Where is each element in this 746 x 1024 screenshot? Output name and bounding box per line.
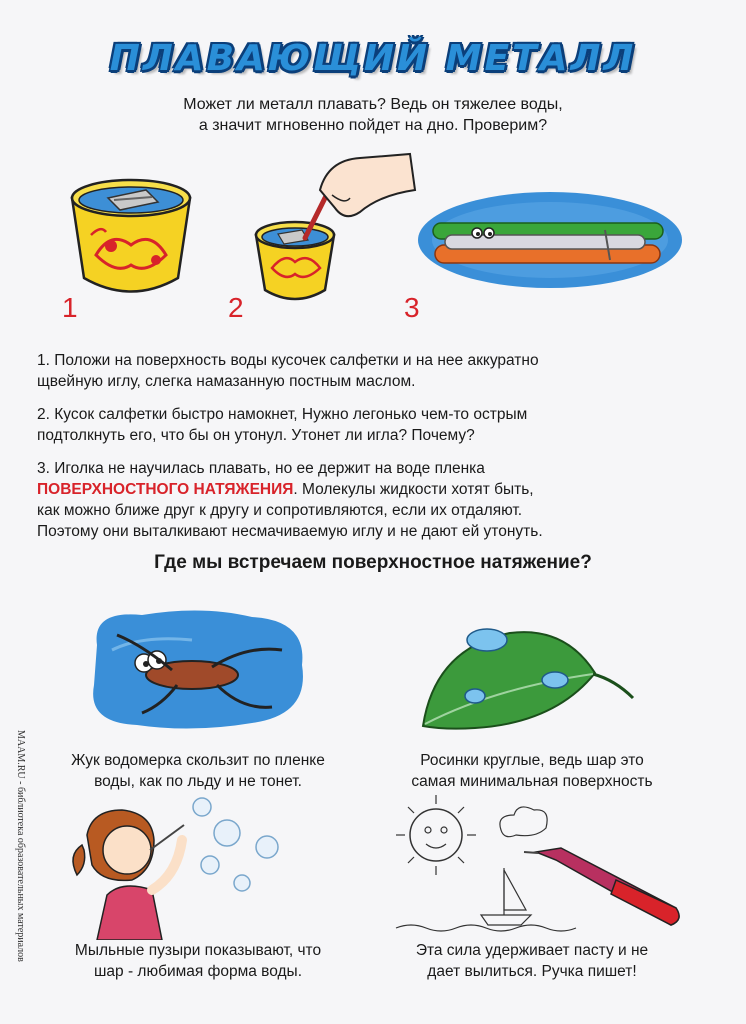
section-question: Где мы встречаем поверхностное натяжение? (154, 552, 592, 573)
caption-water-strider-line-2: воды, как по льду и не тонет. (94, 773, 302, 790)
intro-text (60, 94, 686, 136)
paragraph-3-line-3: как можно ближе друг к другу и сопротивляются, если их отдаляют. (37, 502, 523, 519)
paragraph-2 (37, 404, 717, 446)
paragraph-3-line-1: 3. Иголка не научилась плавать, но ее держит на воде пленка (37, 460, 485, 477)
caption-dew-line-2: самая минимальная поверхность (411, 773, 653, 790)
surface-tension-highlight: ПОВЕРХНОСТНОГО НАТЯЖЕНИЯ (37, 481, 294, 498)
cup-illustration-1 (66, 170, 196, 305)
caption-pen-line-1: Эта сила удерживает пасту и не (415, 942, 649, 959)
paragraph-3 (37, 458, 717, 542)
page-title: ПЛАВАЮЩИЙ МЕТАЛЛ (109, 38, 637, 79)
intro-line-2: а значит мгновенно пойдет на дно. Проверим? (198, 117, 548, 134)
paragraph-3-line-2 (37, 479, 717, 500)
caption-bubbles-line-2: шар - любимая форма воды. (93, 963, 303, 980)
water-strider-illustration (82, 605, 312, 735)
side-watermark (12, 730, 28, 990)
paragraph-2-line-2: подтолкнуть его, что бы он утонул. Утонет ли игла? Почему? (37, 427, 475, 444)
intro-line-1: Может ли металл плавать? Ведь он тяжелее воды, (183, 96, 563, 113)
caption-dew-line-1: Росинки круглые, ведь шар это (420, 752, 644, 769)
needle-float-illustration (415, 185, 685, 295)
caption-dew (372, 750, 692, 792)
leaf-dew-illustration (415, 618, 640, 733)
caption-water-strider (38, 750, 358, 792)
paragraph-1-line-2: щвейную иглу, слегка намазанную постным маслом. (37, 373, 416, 390)
paragraph-2-line-1: 2. Кусок салфетки быстро намокнет, Нужно легонько чем-то острым (37, 406, 528, 423)
cup-illustration-2 (250, 150, 420, 305)
caption-pen (372, 940, 692, 982)
caption-bubbles (38, 940, 358, 982)
side-watermark-text: MAAM.RU - библиотека образовательных материалов (15, 730, 26, 962)
caption-bubbles-line-1: Мыльные пузыри показывают, что (74, 942, 322, 959)
paragraph-3-line-2-rest: . Молекулы жидкости хотят быть, (293, 481, 534, 498)
caption-pen-line-2: дает вылиться. Ручка пишет! (427, 963, 637, 980)
step-number-1: 1 (62, 292, 78, 323)
bubbles-girl-illustration (62, 795, 292, 940)
step-number-3: 3 (404, 292, 420, 323)
caption-water-strider-line-1: Жук водомерка скользит по пленке (71, 752, 325, 769)
paragraph-1 (37, 350, 717, 392)
pen-drawing-illustration (386, 790, 686, 940)
paragraph-3-line-4: Поэтому они выталкивают несмачиваемую иглу и не дают ей утонуть. (37, 523, 543, 540)
step-number-2: 2 (228, 292, 244, 323)
paragraph-1-line-1: 1. Положи на поверхность воды кусочек салфетки и на нее аккуратно (37, 352, 539, 369)
